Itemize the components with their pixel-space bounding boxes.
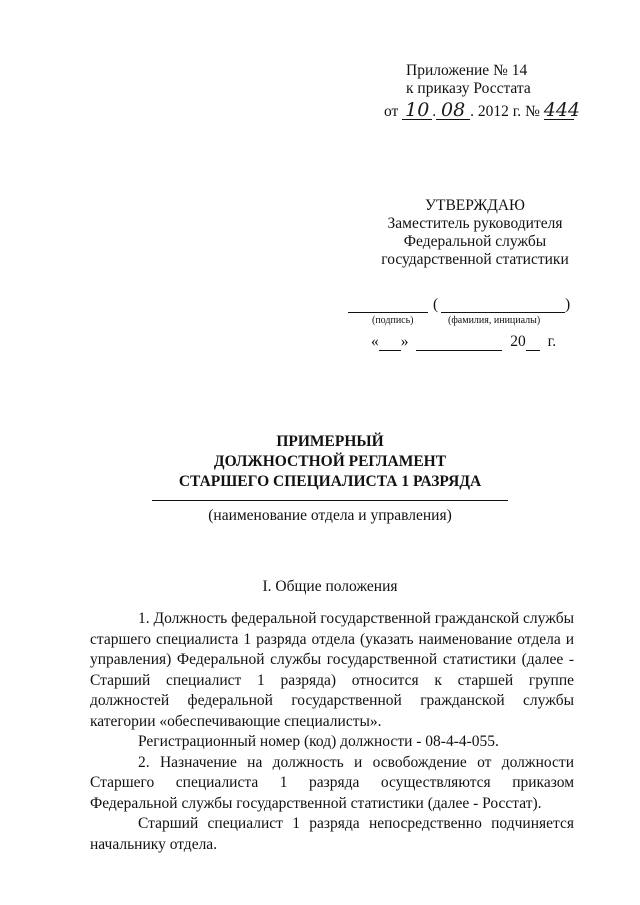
appendix-number: Приложение № 14 bbox=[406, 62, 528, 79]
section-body bbox=[90, 609, 574, 855]
year-prefix: 20 bbox=[510, 333, 526, 350]
day-blank bbox=[379, 333, 401, 351]
approval-line-2: Федеральной службы bbox=[403, 233, 547, 250]
month-blank bbox=[416, 333, 502, 351]
appendix-block bbox=[384, 62, 584, 121]
handwritten-order-number: 444 bbox=[543, 99, 580, 121]
quote-close: » bbox=[400, 333, 409, 350]
department-caption: (наименование отдела и управления) bbox=[208, 507, 452, 524]
document-title bbox=[120, 432, 540, 492]
paren-close: ) bbox=[565, 296, 571, 313]
paren-open: ( bbox=[433, 296, 439, 313]
name-line bbox=[441, 312, 565, 313]
title-line-3: СТАРШЕГО СПЕЦИАЛИСТА 1 РАЗРЯДА bbox=[178, 473, 482, 490]
year-blank bbox=[526, 333, 540, 351]
year-suffix: г. bbox=[547, 333, 557, 350]
signature-line bbox=[348, 312, 428, 313]
paragraph-1: 1. Должность федеральной государственной гражданской службы старшего специалиста 1 разряда отдела (указать наименование отдела и управления) Федеральной службы государственной статистики (далее - Старший специалист 1 разряда) относится к старшей группе должностей федеральной государственной гражданской службы категории «обеспечивающие специалисты». bbox=[90, 610, 574, 730]
paragraph-2: Регистрационный номер (код) должности - 08-4-4-055. bbox=[138, 733, 499, 750]
approval-heading: УТВЕРЖДАЮ bbox=[425, 197, 525, 214]
approval-date-line bbox=[371, 333, 556, 351]
approval-line-3: государственной статистики bbox=[381, 251, 569, 268]
department-line bbox=[152, 500, 508, 501]
date-prefix: от bbox=[384, 103, 399, 120]
handwritten-month: 08 bbox=[436, 102, 470, 120]
title-line-2: ДОЛЖНОСТНОЙ РЕГЛАМЕНТ bbox=[213, 453, 447, 470]
approval-block bbox=[360, 197, 590, 269]
handwritten-day: 10 bbox=[402, 102, 432, 120]
section-heading: I. Общие положения bbox=[262, 578, 398, 595]
order-number-label: № bbox=[525, 103, 540, 120]
paragraph-3: 2. Назначение на должность и освобождение от должности Старшего специалиста 1 разряда осуществляются приказом Федеральной службы государственной статистики (далее - Росстат). bbox=[90, 753, 574, 812]
signature-caption: (подпись) bbox=[372, 315, 414, 326]
title-line-1: ПРИМЕРНЫЙ bbox=[276, 433, 384, 450]
paragraph-4: Старший специалист 1 разряда непосредственно подчиняется начальнику отдела. bbox=[90, 815, 574, 853]
date-year: . 2012 г. bbox=[470, 103, 522, 120]
quote-open: « bbox=[371, 333, 379, 350]
name-caption: (фамилия, инициалы) bbox=[448, 315, 541, 326]
appendix-date-line: от 10 . 08 . 2012 г. № 444 bbox=[384, 99, 580, 121]
appendix-order-ref: к приказу Росстата bbox=[406, 80, 531, 97]
approval-line-1: Заместитель руководителя bbox=[387, 215, 563, 232]
